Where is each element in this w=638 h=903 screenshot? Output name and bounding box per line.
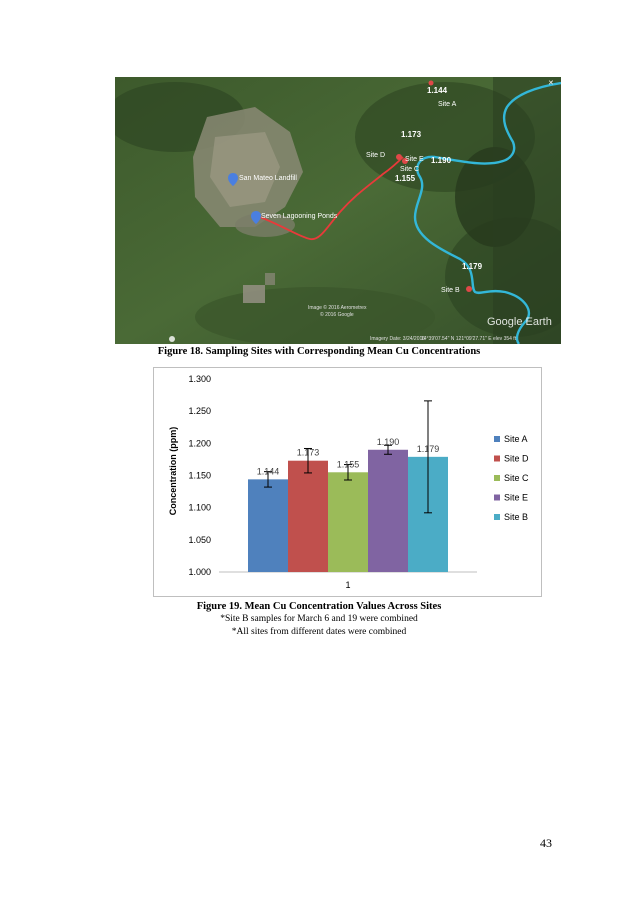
legend-label: Site D — [504, 453, 529, 464]
site-c-value: 1.155 — [395, 174, 416, 183]
compass-icon: ✕ — [548, 79, 554, 87]
map-control-icon — [169, 336, 175, 342]
page-number: 43 — [540, 836, 552, 850]
y-tick-label: 1.150 — [188, 470, 211, 481]
legend-swatch — [494, 436, 500, 442]
legend-swatch — [494, 475, 500, 481]
site-d-value: 1.173 — [401, 130, 422, 139]
site-e-value: 1.190 — [431, 156, 452, 165]
bar-site-e — [368, 450, 408, 572]
map-image — [115, 77, 561, 344]
legend-swatch — [494, 456, 500, 462]
ponds-label: Seven Lagooning Ponds — [261, 213, 338, 220]
x-tick-label: 1 — [345, 580, 351, 590]
cu-concentration-chart — [153, 367, 542, 597]
satellite-map — [115, 77, 561, 344]
site-c-label: Site C — [400, 166, 420, 173]
site-a-marker — [429, 81, 434, 86]
site-b-marker — [466, 286, 472, 292]
site-d-marker — [396, 154, 402, 160]
data-label: 1.155 — [336, 459, 360, 470]
site-b-value: 1.179 — [462, 262, 483, 271]
figure-19-caption: Figure 19. Mean Cu Concentration Values Across Sites — [196, 601, 442, 612]
note-site-b: *Site B samples for March 6 and 19 were combined — [220, 614, 418, 624]
bar-site-a — [248, 479, 288, 572]
google-earth-logo: Google Earth — [487, 316, 552, 328]
site-d-label: Site D — [366, 152, 386, 159]
y-tick-label: 1.200 — [188, 438, 211, 449]
legend-swatch — [494, 495, 500, 501]
site-a-value: 1.144 — [427, 86, 448, 95]
data-label: 1.190 — [376, 436, 400, 447]
y-axis-ticks — [188, 374, 211, 577]
legend-swatch — [494, 514, 500, 520]
y-tick-label: 1.050 — [188, 534, 211, 545]
legend-label: Site E — [504, 492, 529, 503]
map-coordinates: 14°39'07.54" N 121°09'27.71" E elev 354 ft — [421, 336, 517, 342]
legend-label: Site C — [504, 473, 529, 483]
bar-site-d — [288, 461, 328, 572]
site-e-label: Site E — [405, 156, 424, 163]
bars-group — [248, 401, 448, 572]
y-tick-label: 1.250 — [188, 406, 211, 417]
site-a-label: Site A — [438, 101, 457, 108]
copyright-line1: Image © 2016 Aerometrex — [308, 305, 367, 311]
legend-label: Site A — [504, 434, 528, 444]
figure-18-caption: Figure 18. Sampling Sites with Corresponding Mean Cu Concentrations — [157, 346, 481, 357]
chart-canvas — [154, 368, 541, 596]
copyright-line2: © 2016 Google — [320, 312, 354, 318]
legend — [494, 434, 529, 522]
legend-label: Site B — [504, 512, 529, 522]
data-label: 1.179 — [416, 443, 440, 454]
y-tick-label: 1.000 — [188, 567, 211, 577]
y-tick-label: 1.100 — [188, 502, 211, 513]
bar-site-c — [328, 472, 368, 572]
landfill-label: San Mateo Landfill — [239, 175, 297, 182]
data-label: 1.144 — [256, 466, 280, 477]
y-tick-label: 1.300 — [188, 374, 211, 384]
y-axis-label: Concentration (ppm) — [168, 426, 178, 516]
note-all-sites: *All sites from different dates were combined — [231, 627, 407, 637]
data-label: 1.173 — [296, 447, 320, 458]
site-b-label: Site B — [441, 287, 460, 294]
imagery-date: Imagery Date: 3/24/2016 — [370, 336, 426, 342]
